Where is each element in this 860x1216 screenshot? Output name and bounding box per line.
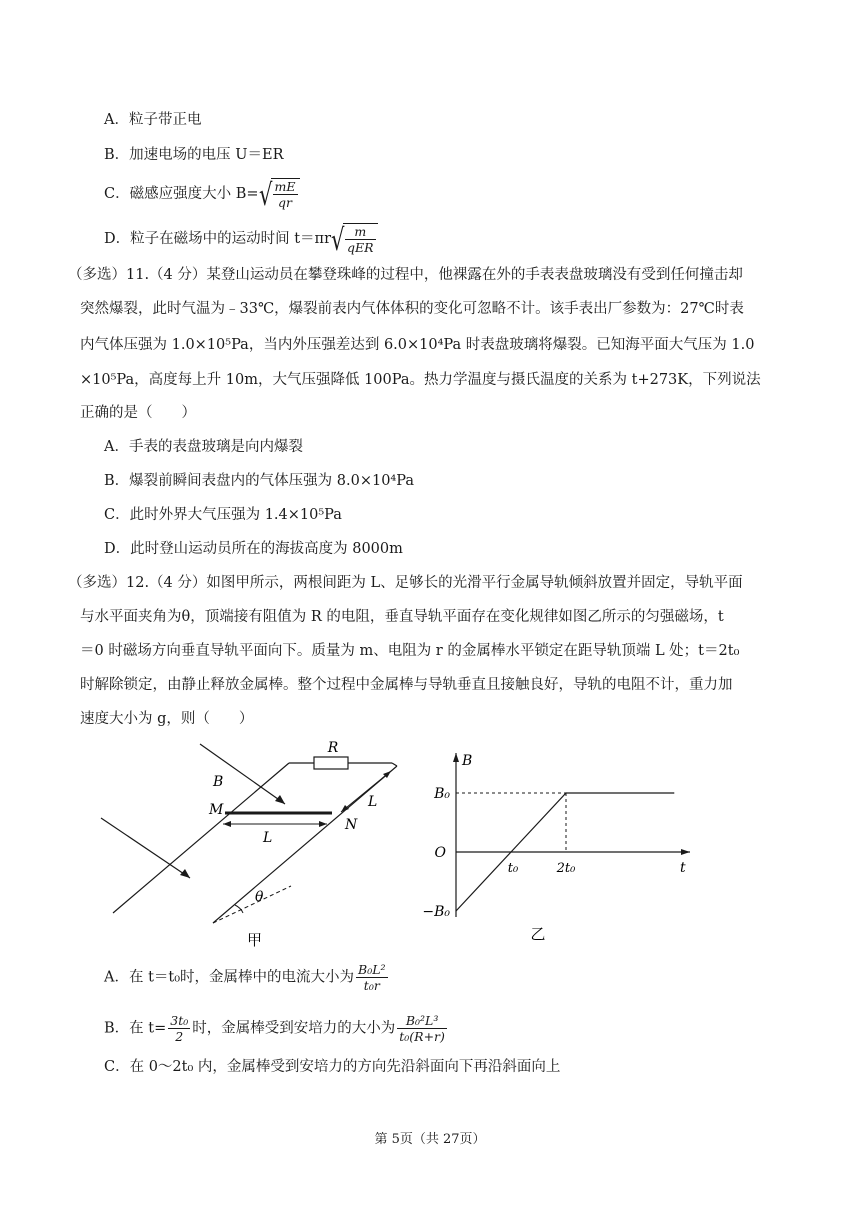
label-theta: θ (255, 889, 264, 905)
q11-option-d: D．此时登山运动员所在的海拔高度为 8000m (104, 541, 403, 557)
label-L-side: L (368, 794, 378, 810)
caption-yi: 乙 (530, 925, 546, 943)
q12-option-b-middle-text: 时，金属棒受到安培力的大小为 (192, 1020, 396, 1037)
q10-option-c: C．磁感应强度大小 B= √ $\frac{mE}{qr}$ (104, 178, 300, 210)
tick-label-t0: t₀ (507, 861, 519, 876)
axis-label-B: B (462, 753, 473, 769)
q12-option-b-text: B．在 t= (104, 1020, 167, 1037)
q10-d-numerator: m (345, 224, 376, 240)
label-B: B (213, 774, 224, 790)
q11-stem-line-1: （多选）11.（4 分）某登山运动员在攀登珠峰的过程中，他裸露在外的手表表盘玻璃没有受到任何撞击却 (68, 267, 743, 283)
right-rail (213, 766, 397, 923)
q12-stem-line-4: 时解除锁定，由静止释放金属棒。整个过程中金属棒与导轨垂直且接触良好，导轨的电阻不计，重力加 (80, 677, 733, 693)
figure-jia (95, 738, 415, 953)
q11-option-a: A．手表的表盘玻璃是向内爆裂 (104, 439, 303, 455)
q10-option-d-text: D．粒子在磁场中的运动时间 t＝πr (104, 231, 332, 247)
q12-stem-line-2: 与水平面夹角为θ，顶端接有阻值为 R 的电阻，垂直导轨平面存在变化规律如图乙所示的匀强磁场，t (80, 609, 724, 625)
q10-option-c-text: C．磁感应强度大小 B= (104, 186, 259, 202)
horizontal-dashed-line (213, 886, 291, 923)
q10-option-b: B．加速电场的电压 U＝ER (104, 147, 284, 163)
q10-option-d: D．粒子在磁场中的运动时间 t＝πr √ $\frac{m}{\text{qER}}$ (104, 223, 378, 255)
caption-jia: 甲 (247, 931, 263, 949)
data-point-2 (565, 792, 566, 793)
data-point-0 (455, 910, 456, 911)
y-axis-arrow (453, 753, 459, 762)
q11-stem-line-2: 突然爆裂，此时气温为﹣33℃，爆裂前表内气体体积的变化可忽略不计。该手表出厂参数为：27℃时表 (80, 301, 744, 317)
q10-c-denominator: qr (278, 195, 292, 210)
data-point-3 (673, 792, 674, 793)
q12-b-denominator: t₀(R+r) (399, 1029, 445, 1044)
resistor-R (314, 757, 348, 769)
q11-stem-line-3: 内气体压强为 1.0×10⁵Pa，当内外压强差达到 6.0×10⁴Pa 时表盘玻璃将爆裂。已知海平面大气压为 1.0 (80, 337, 755, 353)
q11-stem-line-5: 正确的是（ ） (80, 405, 196, 421)
q12-b-time-denominator: 2 (175, 1029, 184, 1044)
label-N: N (345, 817, 358, 833)
data-point-1 (510, 851, 511, 852)
q10-d-denominator: qER (347, 240, 374, 255)
tick-label-2t0: 2t₀ (556, 861, 576, 876)
q12-stem-line-3: ＝0 时磁场方向垂直导轨平面向下。质量为 m、电阻为 r 的金属棒水平锁定在距导轨顶端 L 处；t＝2t₀ (80, 643, 740, 659)
page-footer: 第 5页（共 27页） (374, 1132, 486, 1147)
q11-stem-line-4: ×10⁵Pa，高度每上升 10m，大气压强降低 100Pa。热力学温度与摄氏温度的关系为 t+273K，下列说法 (80, 372, 761, 388)
figure-yi-chart (418, 745, 708, 950)
label-R: R (327, 740, 339, 756)
x-axis-arrow (681, 849, 690, 855)
label-L-bar: L (263, 830, 273, 846)
q10-c-numerator: mE (274, 179, 296, 194)
q11-option-b: B．爆裂前瞬间表盘内的气体压强为 8.0×10⁴Pa (104, 473, 414, 489)
q12-option-a (104, 962, 390, 993)
q12-a-denominator: t₀r (363, 978, 380, 993)
q12-a-numerator: B₀L² (358, 962, 386, 977)
q12-b-numerator: B₀²L³ (397, 1013, 447, 1029)
field-arrow-B-lower (101, 818, 190, 878)
q10-option-a: A．粒子带正电 (104, 112, 202, 128)
q12-option-c: C．在 0～2t₀ 内，金属棒受到安培力的方向先沿斜面向下再沿斜面向上 (104, 1059, 561, 1075)
q12-option-a-text: A．在 t＝t₀时，金属棒中的电流大小为 (104, 969, 355, 986)
axis-label-t: t (680, 860, 686, 876)
q12-stem-line-5: 速度大小为 g，则（ ） (80, 711, 254, 727)
q11-option-c: C．此时外界大气压强为 1.4×10⁵Pa (104, 507, 342, 523)
q12-stem-line-1: （多选）12.（4 分）如图甲所示，两根间距为 L、足够长的光滑平行金属导轨倾斜放置并固定，导轨平面 (68, 575, 743, 591)
q12-option-b (104, 1013, 449, 1044)
label-M: M (209, 802, 224, 818)
origin-label-O: O (434, 845, 446, 861)
tick-label-neg-B0: −B₀ (422, 904, 450, 920)
q12-b-time-numerator: 3t₀ (170, 1013, 189, 1028)
tick-label-B0: B₀ (434, 786, 450, 802)
